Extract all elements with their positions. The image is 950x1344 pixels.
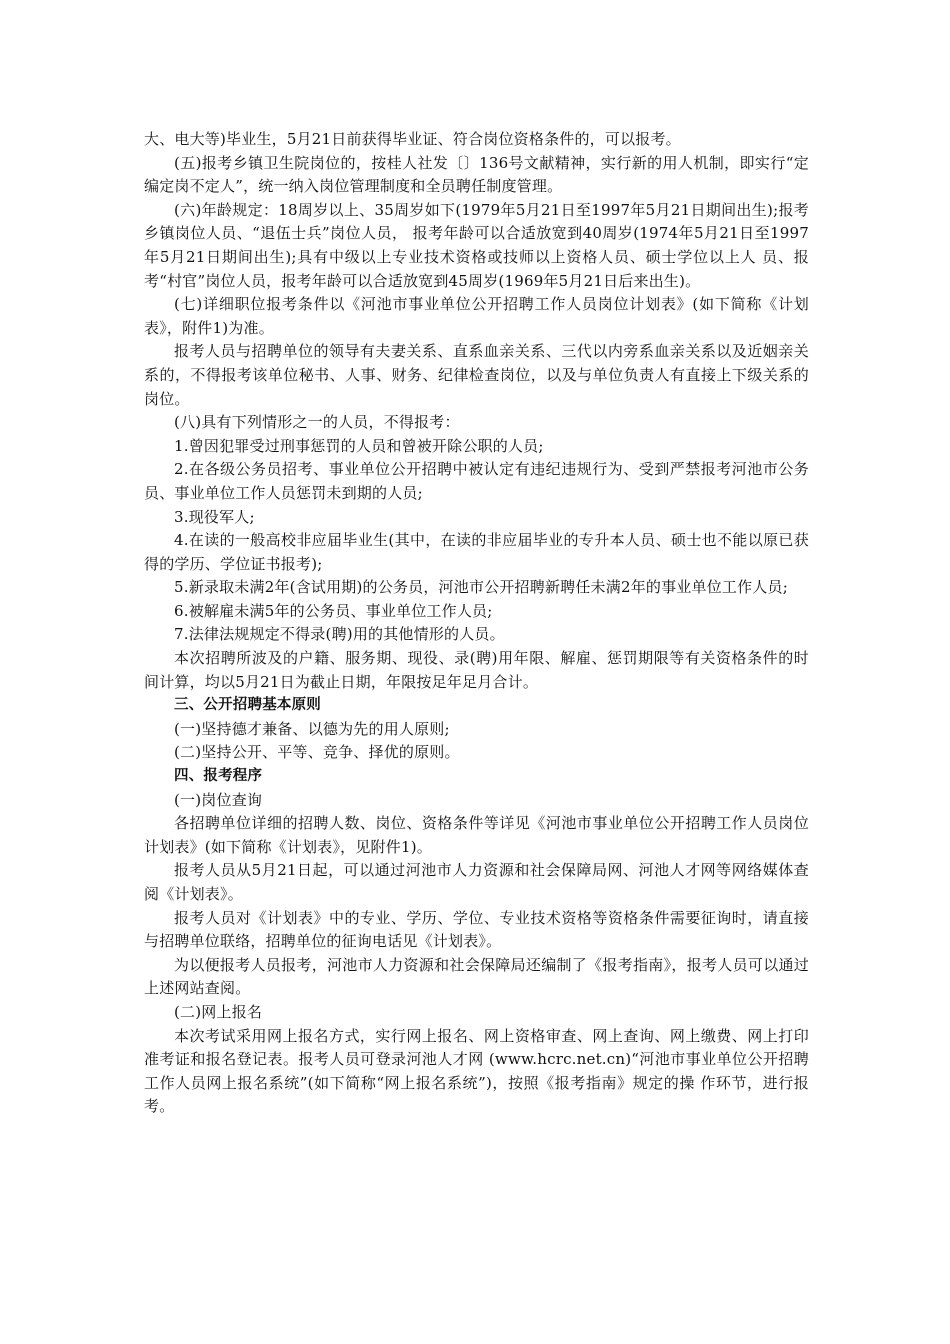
paragraph: 报考人员对《计划表》中的专业、学历、学位、专业技术资格等资格条件需要征询时，请直接与招聘单位联络，招聘单位的征询电话见《计划表》。 (144, 908, 809, 951)
paragraph: 本次考试采用网上报名方式，实行网上报名、网上资格审查、网上查询、网上缴费、网上打印准考证和报名登记表。报考人员可登录河池人才网 (www.hcrc.net.cn)“河池市事业单位公开招聘工作人员网上报名系统”(如下简称“网上报名系统”)，按照《报考指南》规定的操 作环节，进行报考。 (144, 1026, 809, 1116)
paragraph: 各招聘单位详细的招聘人数、岗位、资格条件等详见《河池市事业单位公开招聘工作人员岗位计划表》(如下简称《计划表》，见附件1)。 (144, 814, 809, 856)
subsection-heading: (一)岗位查询 (174, 790, 263, 809)
section-heading: 三、公开招聘基本原则 (174, 697, 321, 714)
paragraph: 本次招聘所波及的户籍、服务期、现役、录(聘)用年限、解雇、惩罚期限等有关资格条件的时间计算，均以5月21日为截止日期，年限按足年足月合计。 (144, 649, 809, 691)
paragraph: (五)报考乡镇卫生院岗位的，按桂人社发〔〕136号文献精神，实行新的用人机制，即实行“定编定岗不定人”，统一纳入岗位管理制度和全员聘任制度管理。 (144, 153, 809, 196)
paragraph: 报考人员与招聘单位的领导有夫妻关系、直系血亲关系、三代以内旁系血亲关系以及近姻亲关系的，不得报考该单位秘书、人事、财务、纪律检查岗位，以及与单位负责人有直接上下级关系的岗位。 (144, 342, 809, 408)
paragraph: (六)年龄规定：18周岁以上、35周岁如下(1979年5月21日至1997年5月21日期间出生);报考乡镇岗位人员、“退伍士兵”岗位人员， 报考年龄可以合适放宽到40周岁(1974年5月21日至1997年5月21日期间出生);具有中级以上专业技术资格或技师以上资格人员、硕士学位以上人 员、报考“村官”岗位人员，报考年龄可以合适放宽到45周岁(1969年5月21日后来出生)。 (144, 200, 809, 290)
list-item: 6.被解雇未满5年的公务员、事业单位工作人员; (174, 601, 493, 620)
paragraph: 为以便报考人员报考，河池市人力资源和社会保障局还编制了《报考指南》，报考人员可以通过上述网站查阅。 (144, 955, 809, 998)
paragraph: 大、电大等)毕业生，5月21日前获得毕业证、符合岗位资格条件的，可以报考。 (144, 130, 681, 148)
paragraph: (二)坚持公开、平等、竞争、择优的原则。 (174, 743, 460, 762)
paragraph: (七)详细职位报考条件以《河池市事业单位公开招聘工作人员岗位计划表》(如下简称《计划表》，附件1)为准。 (144, 295, 809, 337)
paragraph: 报考人员从5月21日起，可以通过河池市人力资源和社会保障局网、河池人才网等网络媒体查阅《计划表》。 (144, 861, 809, 903)
paragraph: (一)坚持德才兼备、以德为先的用人原则; (174, 719, 450, 738)
document-body (144, 128, 809, 1119)
paragraph: (八)具有下列情形之一的人员，不得报考： (174, 413, 460, 432)
list-item: 4.在读的一般高校非应届毕业生(其中，在读的非应届毕业的专升本人员、硕士也不能以原已获得的学历、学位证书报考); (144, 531, 809, 573)
list-item: 3.现役军人; (174, 507, 255, 526)
list-item: 1.曾因犯罪受过刑事惩罚的人员和曾被开除公职的人员; (174, 436, 544, 455)
list-item: 2.在各级公务员招考、事业单位公开招聘中被认定有违纪违规行为、受到严禁报考河池市公务员、事业单位工作人员惩罚未到期的人员; (144, 460, 809, 502)
section-heading: 四、报考程序 (174, 768, 263, 785)
subsection-heading: (二)网上报名 (174, 1002, 263, 1021)
list-item: 7.法律法规规定不得录(聘)用的其他情形的人员。 (174, 625, 505, 644)
list-item: 5.新录取未满2年(含试用期)的公务员，河池市公开招聘新聘任未满2年的事业单位工作人员; (174, 578, 788, 597)
